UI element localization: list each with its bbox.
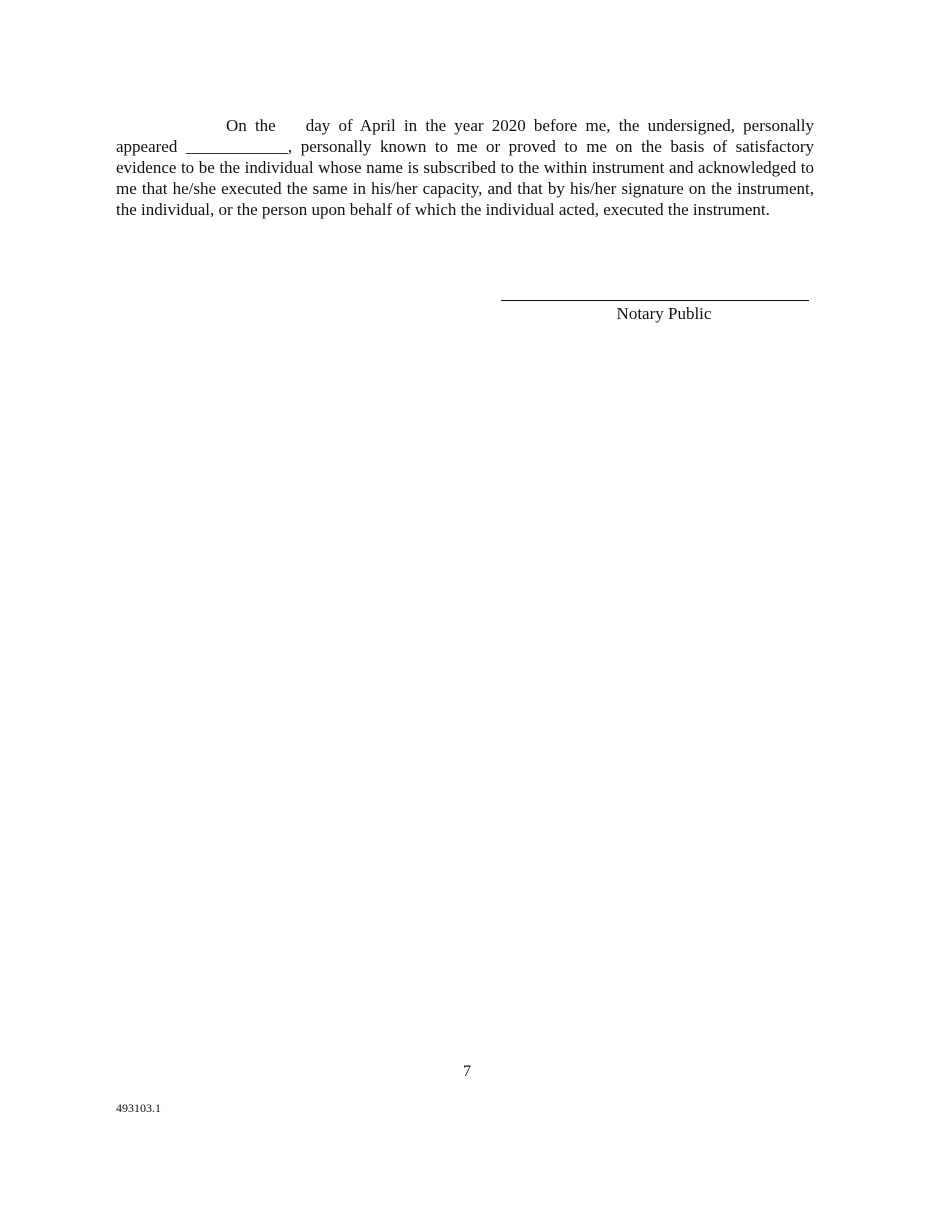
acknowledgment-body: day of April in the year 2020 before me, the undersigned, personally appeared ____________, personally known to me or proved to me on the basis of satisfactory evidence to be the individual whose name is subscribed to the within instrument and acknowledged to me that he/she executed the same in his/her capacity, and that by his/her signature on the instrument, the individual, or the person upon behalf of which the individual acted, executed the instrument.: [116, 116, 814, 219]
document-id: 493103.1: [116, 1101, 161, 1115]
acknowledgment-opening: On the: [226, 116, 276, 135]
page-number: 7: [463, 1063, 471, 1080]
acknowledgment-paragraph: [116, 115, 814, 220]
signature-line: [501, 300, 809, 301]
notary-public-label: Notary Public: [616, 304, 712, 323]
